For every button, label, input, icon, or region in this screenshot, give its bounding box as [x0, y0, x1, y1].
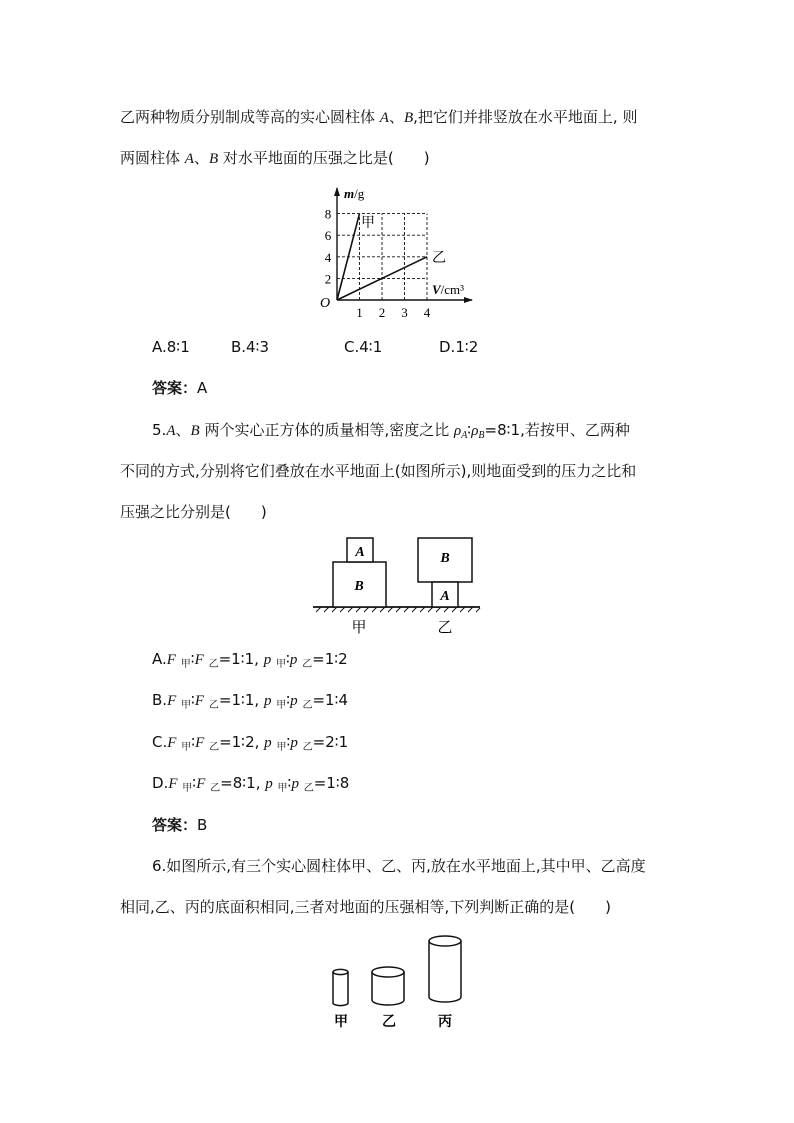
cylinder-yi: [372, 967, 404, 1005]
answer-label: 答案：: [152, 379, 198, 397]
y-axis-label: m/g: [344, 186, 365, 201]
caption-yi: 乙: [437, 618, 453, 636]
x-tick-label: 4: [423, 305, 431, 320]
y-tick-label: 2: [324, 271, 332, 287]
q4-option-a[interactable]: A.8∶1: [152, 338, 190, 356]
x-axis-arrow: [464, 297, 473, 303]
cylinder-bing: [429, 936, 461, 1002]
q6-line-1: 6.如图所示,有三个实心圆柱体甲、乙、丙,放在水平地面上,其中甲、乙高度: [152, 857, 646, 875]
y-tick-label: 6: [324, 228, 332, 244]
cylinder-jia: [333, 969, 348, 1005]
stacked-cubes-figure: [310, 532, 485, 642]
series-line-1: [337, 214, 360, 300]
label-a-left: A: [355, 545, 365, 560]
y-tick-label: 4: [324, 249, 332, 265]
answer-value: B: [197, 816, 208, 834]
x-tick-label: 3: [401, 305, 408, 320]
x-axis-label: V/cm³: [432, 282, 465, 297]
q5-line-1: 5.A、B 两个实心正方体的质量相等,密度之比 $\rho_A∶\rho_B=8∶1$,若按甲、乙两种: [152, 421, 630, 441]
label-bing: 丙: [438, 1014, 452, 1030]
q4-option-b[interactable]: B.4∶3: [231, 338, 270, 356]
q4-option-d[interactable]: D.1∶2: [439, 338, 479, 356]
series-label-jia: 甲: [361, 215, 375, 231]
mass-volume-chart: [310, 183, 490, 323]
answer-value: A: [197, 379, 208, 397]
q5-option-b[interactable]: B.F $_甲$∶F $_乙$=1∶1, p $_甲$∶p $_乙$=1∶4: [152, 691, 349, 711]
label-jia: 甲: [334, 1014, 348, 1030]
q5-answer: [152, 815, 207, 835]
label-yi: 乙: [382, 1014, 396, 1030]
answer-label: 答案：: [152, 816, 198, 834]
q4-line-2: 两圆柱体 A、B 对水平地面的压强之比是( ): [120, 149, 430, 167]
q4-answer: [152, 378, 207, 398]
label-a-right: A: [440, 589, 450, 604]
q5-option-d[interactable]: D.F $_甲$∶F $_乙$=8∶1, p $_甲$∶p $_乙$=1∶8: [152, 774, 350, 794]
q4-option-c[interactable]: C.4∶1: [344, 338, 383, 356]
q5-line-2: 不同的方式,分别将它们叠放在水平地面上(如图所示),则地面受到的压力之比和: [120, 462, 637, 480]
q4-line-1: 乙两种物质分别制成等高的实心圆柱体 A、B,把它们并排竖放在水平地面上, 则: [120, 108, 638, 126]
three-cylinders-figure: [325, 930, 465, 1035]
q5-option-a[interactable]: A.F $_甲$∶F $_乙$=1∶1, p $_甲$∶p $_乙$=1∶2: [152, 650, 348, 670]
chart-grid: [337, 214, 427, 300]
caption-jia: 甲: [351, 618, 367, 636]
label-b-right: B: [440, 551, 450, 566]
q5-option-c[interactable]: C.F $_甲$∶F $_乙$=1∶2, p $_甲$∶p $_乙$=2∶1: [152, 733, 349, 753]
label-b-left: B: [354, 579, 364, 594]
y-axis-arrow: [334, 187, 340, 196]
origin-label: O: [319, 296, 331, 311]
series-label-yi: 乙: [432, 250, 446, 266]
q5-line-3: 压强之比分别是( ): [120, 503, 267, 521]
y-tick-label: 8: [324, 206, 332, 222]
x-tick-label: 2: [378, 305, 386, 320]
x-tick-label: 1: [356, 305, 363, 320]
q6-line-2: 相同,乙、丙的底面积相同,三者对地面的压强相等,下列判断正确的是( ): [120, 898, 612, 916]
